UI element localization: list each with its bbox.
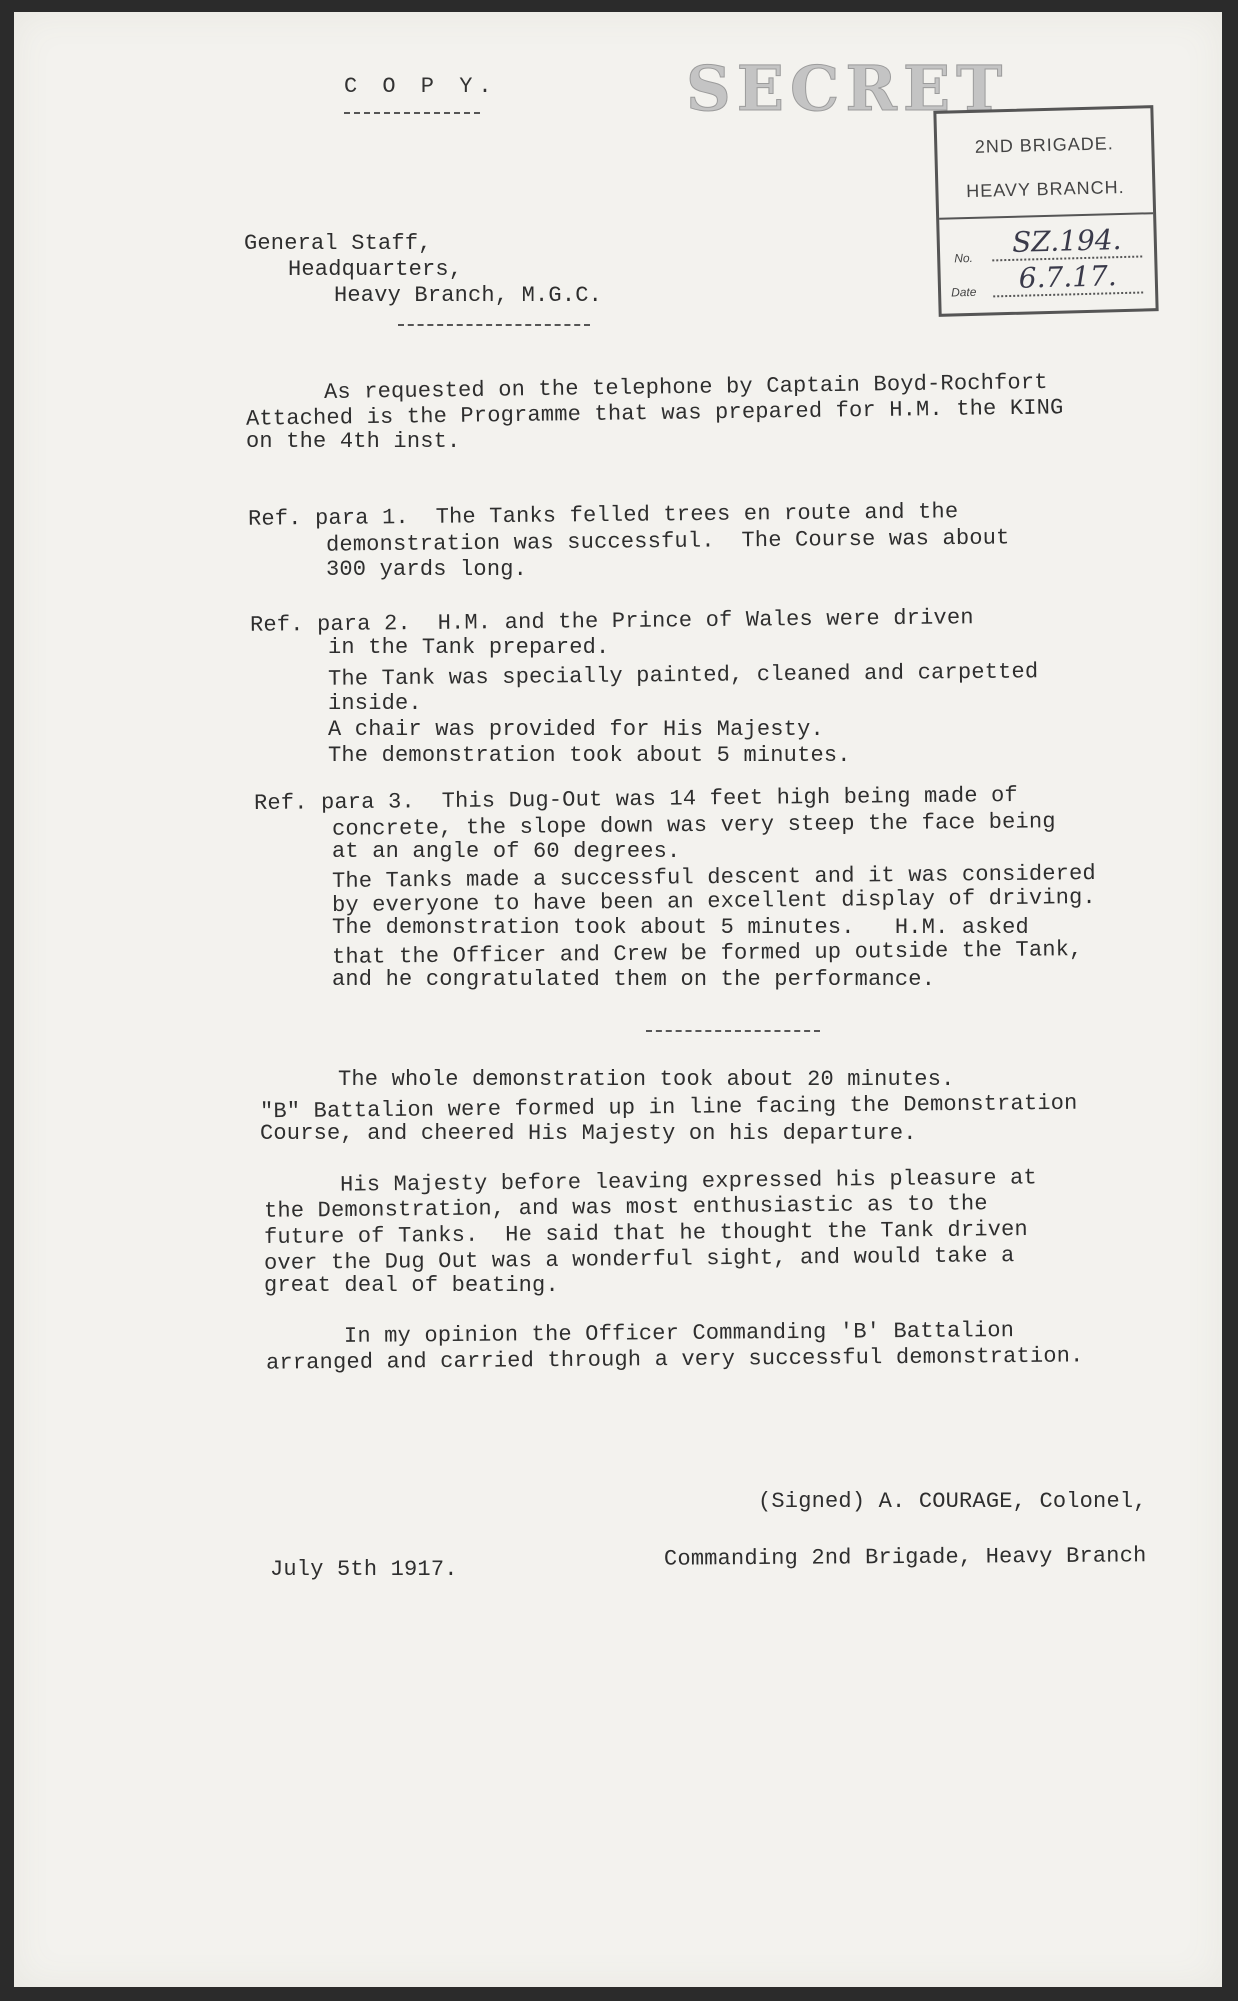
address-line-2: Headquarters, xyxy=(288,257,463,282)
classification-stamp: SECRET xyxy=(686,52,1009,125)
registry-stamp xyxy=(933,105,1158,317)
intro-line-2: Attached is the Programme that was prepared for H.M. the KING xyxy=(245,395,1064,432)
para2-line-5: A chair was provided for His Majesty. xyxy=(328,717,824,742)
copy-label: C O P Y. xyxy=(344,74,498,99)
pleasure-line-2: the Demonstration, and was most enthusiastic as to the xyxy=(263,1191,988,1224)
summary-line-2: "B" Battalion were formed up in line facing the Demonstration xyxy=(259,1090,1078,1125)
signature-role: Commanding 2nd Brigade, Heavy Branch xyxy=(663,1543,1147,1572)
stamp-no-value: SZ.194. xyxy=(991,223,1142,262)
stamp-date-label: Date xyxy=(950,284,977,300)
summary-line-3: Course, and cheered His Majesty on his departure. xyxy=(260,1121,917,1146)
address-line-1: General Staff, xyxy=(244,231,432,256)
para2-line-6: The demonstration took about 5 minutes. xyxy=(328,743,851,768)
para3-line-4: The Tanks made a successful descent and it was considered xyxy=(331,861,1097,894)
address-underline xyxy=(398,324,590,326)
document-date: July 5th 1917. xyxy=(270,1557,458,1582)
para3-line-6: The demonstration took about 5 minutes. H.M. asked xyxy=(332,915,1029,940)
para2-line-2: in the Tank prepared. xyxy=(328,635,610,660)
summary-line-1: The whole demonstration took about 20 minutes. xyxy=(338,1067,955,1092)
stamp-date-value: 6.7.17. xyxy=(992,258,1143,297)
para2-line-3: The Tank was specially painted, cleaned and carpetted xyxy=(327,659,1039,692)
address-line-3: Heavy Branch, M.G.C. xyxy=(334,283,603,308)
signature-line: (Signed) A. COURAGE, Colonel, xyxy=(758,1489,1147,1514)
para3-line-8: and he congratulated them on the performance. xyxy=(332,967,936,992)
document-page xyxy=(14,12,1222,1987)
para3-line-3: at an angle of 60 degrees. xyxy=(332,839,681,864)
intro-line-3: on the 4th inst. xyxy=(246,429,461,454)
copy-underline xyxy=(344,112,480,114)
para1-line-2: demonstration was successful. The Course was about xyxy=(325,525,1010,558)
para3-line-2: concrete, the slope down was very steep the face being xyxy=(331,809,1056,842)
opinion-line-2: arranged and carried through a very successful demonstration. xyxy=(265,1343,1084,1376)
pleasure-line-3: future of Tanks. He said that he thought the Tank driven xyxy=(263,1217,1029,1250)
intro-line-1: As requested on the telephone by Captain Boyd-Rochfort xyxy=(323,369,1048,406)
para3-line-7: that the Officer and Crew be formed up outside the Tank, xyxy=(331,937,1083,970)
para2-line-4: inside. xyxy=(328,691,422,716)
para2-line-1: Ref. para 2. H.M. and the Prince of Wales were driven xyxy=(249,605,974,638)
opinion-line-1: In my opinion the Officer Commanding 'B' Battalion xyxy=(343,1318,1015,1349)
para3-line-1: Ref. para 3. This Dug-Out was 14 feet high being made of xyxy=(253,783,1019,816)
pleasure-line-5: great deal of beating. xyxy=(264,1273,559,1298)
para1-line-3: 300 yards long. xyxy=(326,557,528,582)
stamp-no-label: No. xyxy=(954,250,974,266)
section-divider xyxy=(646,1030,820,1032)
pleasure-line-1: His Majesty before leaving expressed his pleasure at xyxy=(339,1165,1038,1198)
pleasure-line-4: over the Dug Out was a wonderful sight, and would take a xyxy=(263,1243,1015,1276)
stamp-branch: HEAVY BRANCH. xyxy=(966,176,1125,202)
para1-line-1: Ref. para 1. The Tanks felled trees en route and the xyxy=(247,499,959,532)
para3-line-5: by everyone to have been an excellent display of driving. xyxy=(331,885,1097,918)
stamp-divider xyxy=(939,212,1153,220)
stamp-brigade: 2ND BRIGADE. xyxy=(974,133,1115,157)
